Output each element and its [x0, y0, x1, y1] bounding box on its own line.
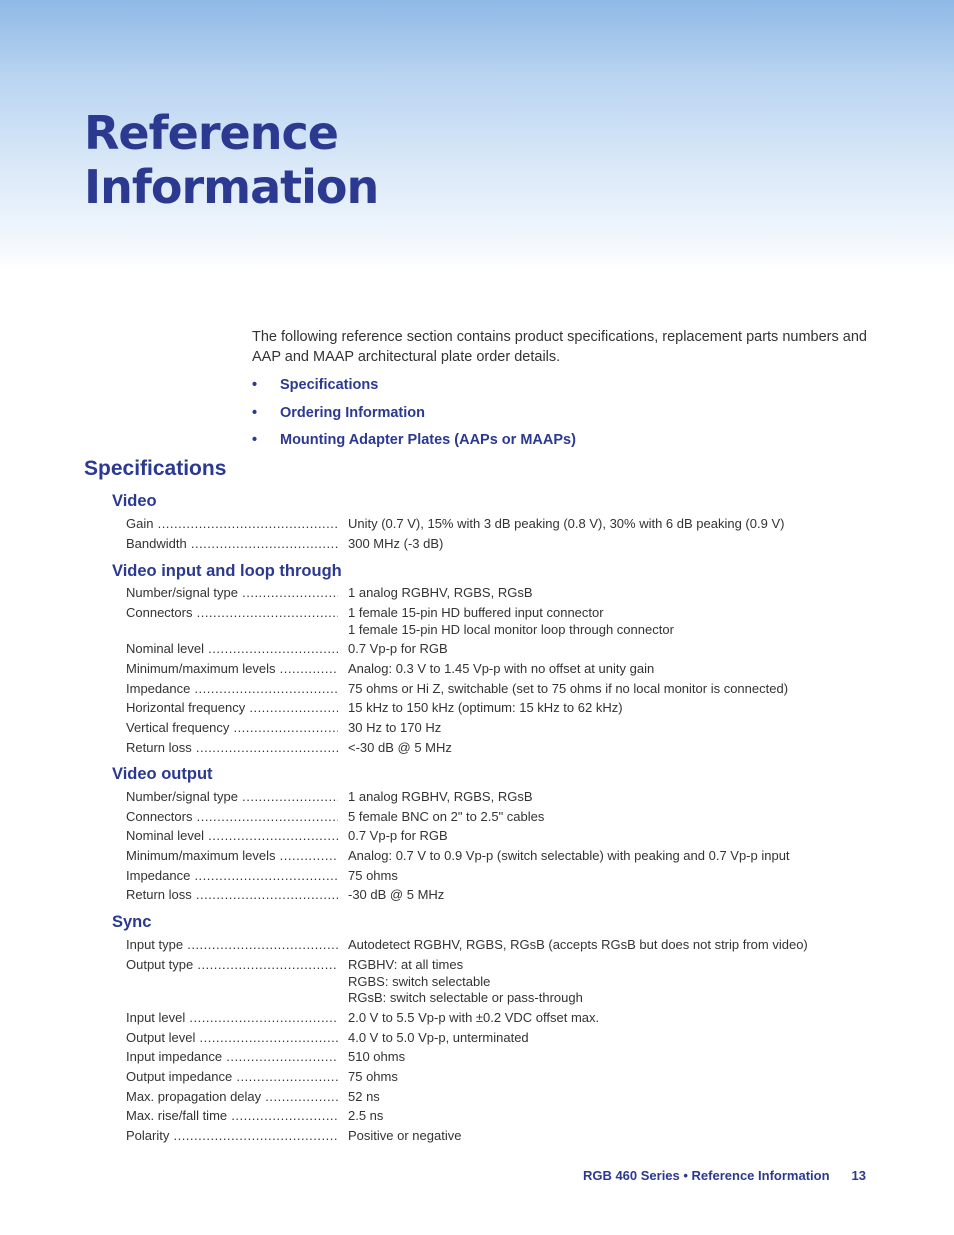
spec-value: 75 ohms — [348, 868, 398, 883]
chapter-title — [84, 106, 378, 214]
bullet: • — [252, 432, 258, 448]
spec-value: Autodetect RGBHV, RGBS, RGsB (accepts RGsB but does not strip from video) — [348, 937, 808, 952]
spec-label: Max. rise/fall time ..... — [126, 1108, 338, 1125]
spec-label: Horizontal frequency ..... — [126, 700, 338, 717]
spec-value: 4.0 V to 5.0 Vp-p, unterminated — [348, 1030, 529, 1045]
group-title-video-input: Video input and loop through — [112, 562, 342, 580]
group-title-video: Video — [112, 492, 157, 510]
spec-value: <-30 dB @ 5 MHz — [348, 740, 452, 755]
spec-value: 0.7 Vp-p for RGB — [348, 641, 448, 656]
spec-label: Impedance ..... — [126, 868, 338, 885]
spec-value: 510 ohms — [348, 1049, 406, 1064]
footer-title: RGB 460 Series • Reference Information — [582, 1168, 830, 1183]
spec-label: Bandwidth ..... — [126, 536, 338, 553]
spec-label: Output level ..... — [126, 1030, 338, 1047]
spec-label: Input type ..... — [126, 937, 338, 954]
spec-value: 15 kHz to 150 kHz (optimum: 15 kHz to 62 kHz) — [348, 700, 623, 715]
spec-value: 52 ns — [348, 1089, 380, 1104]
spec-label: Input level ..... — [126, 1010, 338, 1027]
spec-label: Return loss ..... — [126, 740, 338, 757]
toc-item-ordering-information[interactable] — [252, 403, 576, 431]
spec-label: Output impedance ..... — [126, 1069, 338, 1086]
spec-value: 2.0 V to 5.5 Vp-p with ±0.2 VDC offset max. — [348, 1010, 600, 1025]
spec-label: Nominal level ..... — [126, 641, 338, 658]
spec-value: 1 analog RGBHV, RGBS, RGsB — [348, 585, 533, 600]
spec-value: Analog: 0.7 V to 0.9 Vp-p (switch selectable) with peaking and 0.7 Vp-p input — [348, 848, 790, 863]
spec-value: 2.5 ns — [348, 1108, 384, 1123]
spec-value: Unity (0.7 V), 15% with 3 dB peaking (0.8 V), 30% with 6 dB peaking (0.9 V) — [348, 516, 785, 531]
spec-value: 75 ohms — [348, 1069, 398, 1084]
spec-value: -30 dB @ 5 MHz — [348, 887, 445, 902]
spec-label: Input impedance ..... — [126, 1049, 338, 1066]
spec-value: 5 female BNC on 2" to 2.5" cables — [348, 809, 545, 824]
spec-label: Minimum/maximum levels ..... — [126, 848, 338, 865]
section-title-specifications: Specifications — [84, 457, 227, 480]
spec-label: Minimum/maximum levels ..... — [126, 661, 338, 678]
spec-value: 0.7 Vp-p for RGB — [348, 828, 448, 843]
spec-value: 1 analog RGBHV, RGBS, RGsB — [348, 789, 533, 804]
spec-label: Polarity ..... — [126, 1128, 338, 1145]
toc-link-ordering-information[interactable]: Ordering Information — [280, 404, 425, 421]
chapter-title-line-2: Information — [84, 160, 379, 214]
spec-value: 300 MHz (-3 dB) — [348, 536, 444, 551]
spec-label: Return loss ..... — [126, 887, 338, 904]
spec-label: Gain ..... — [126, 516, 338, 533]
spec-value: 75 ohms or Hi Z, switchable (set to 75 ohms if no local monitor is connected) — [348, 681, 789, 696]
toc-list — [252, 375, 576, 458]
spec-label: Number/signal type ..... — [126, 585, 338, 602]
toc-item-mounting-adapter-plates[interactable] — [252, 430, 576, 458]
bullet: • — [252, 377, 258, 393]
toc-item-specifications[interactable] — [252, 375, 576, 403]
toc-link-specifications[interactable]: Specifications — [280, 377, 379, 393]
spec-label: Impedance ..... — [126, 681, 338, 698]
spec-value: Positive or negative — [348, 1128, 462, 1143]
bullet: • — [252, 404, 258, 421]
chapter-title-line-1: Reference — [84, 106, 338, 160]
group-title-sync: Sync — [112, 913, 152, 931]
spec-label: Connectors ..... — [126, 809, 338, 826]
spec-label: Max. propagation delay ..... — [126, 1089, 338, 1106]
toc-link-mounting-adapter-plates[interactable]: Mounting Adapter Plates (AAPs or MAAPs) — [280, 432, 576, 448]
spec-label: Nominal level ..... — [126, 828, 338, 845]
spec-label: Number/signal type ..... — [126, 789, 338, 806]
spec-label: Vertical frequency ..... — [126, 720, 338, 737]
spec-value: 30 Hz to 170 Hz — [348, 720, 442, 735]
spec-value: Analog: 0.3 V to 1.45 Vp-p with no offset at unity gain — [348, 661, 655, 676]
spec-label: Output type ..... — [126, 957, 338, 974]
page-number: 13 — [851, 1168, 866, 1183]
page-footer — [583, 1168, 866, 1183]
intro-paragraph: The following reference section contains product specifications, replacement parts numbers and AAP and MAAP architectural plate order details. — [252, 329, 867, 365]
spec-value: RGBHV: at all times RGBS: switch selectable RGsB: switch selectable or pass-through — [348, 957, 583, 1005]
group-title-video-output: Video output — [112, 765, 213, 783]
spec-value: 1 female 15-pin HD buffered input connector 1 female 15-pin HD local monitor loop through connector — [348, 605, 674, 637]
spec-label: Connectors ..... — [126, 605, 338, 622]
